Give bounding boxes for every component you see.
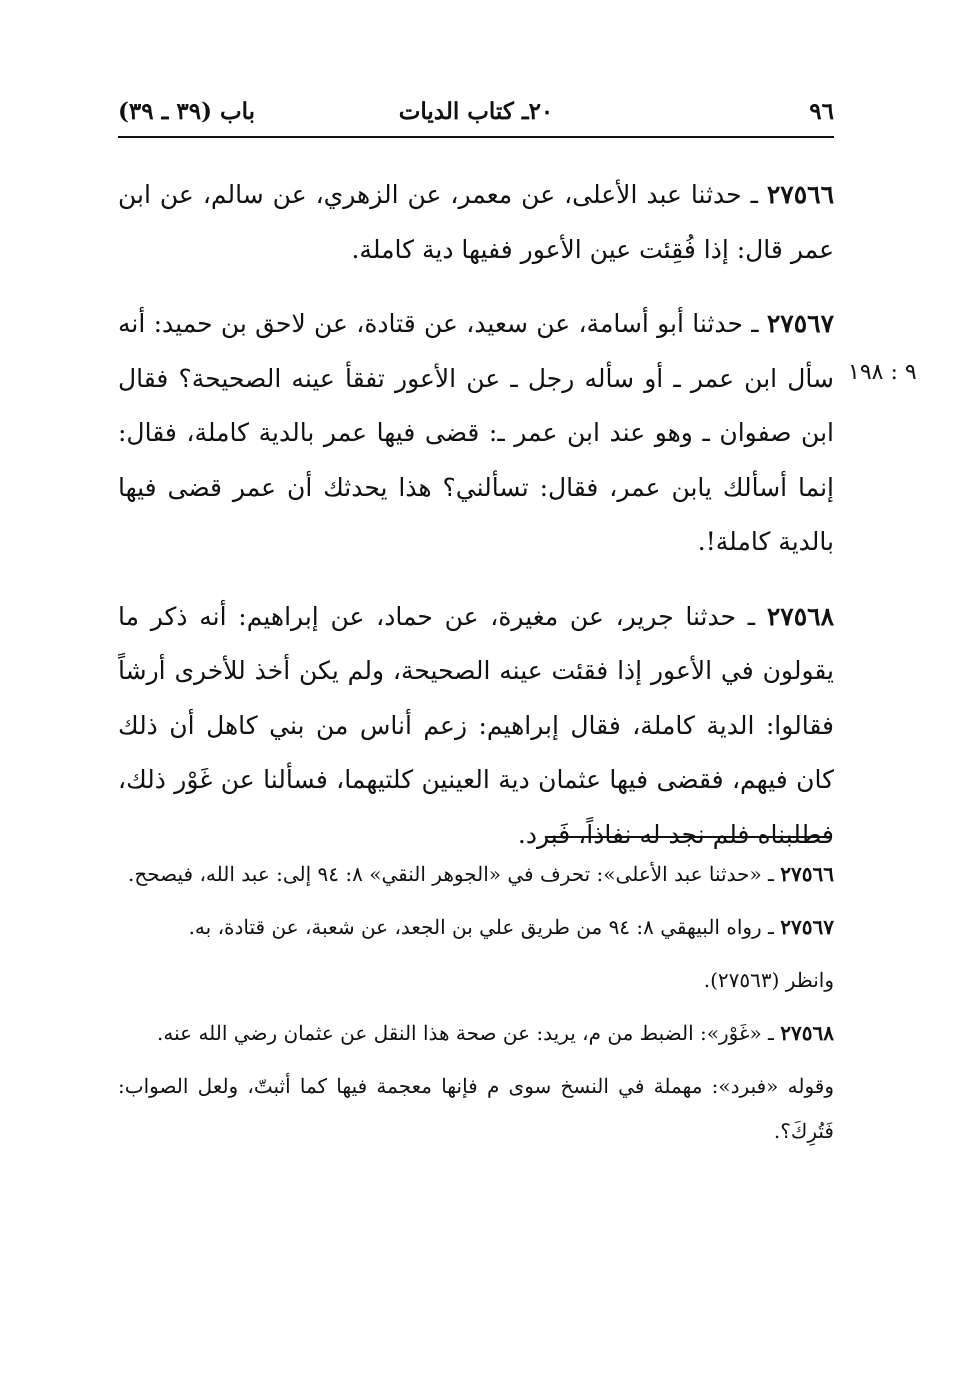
footnote-divider: [545, 836, 830, 838]
footnote-text: ـ «غَوْر»: الضبط من م، يريد: عن صحة هذا النقل عن عثمان رضي الله عنه.: [157, 1021, 781, 1045]
footnote-text: ـ «حدثنا عبد الأعلى»: تحرف في «الجوهر النقي» ٨: ٩٤ إلى: عبد الله، فيصحح.: [128, 862, 781, 886]
chapter-label: باب (٣٩ ـ ٣٩): [118, 98, 256, 125]
footnote-number: ٢٧٥٦٧: [780, 915, 834, 939]
margin-reference: ٩ : ١٩٨: [848, 360, 917, 385]
hadith-number: ٢٧٥٦٨: [766, 601, 834, 631]
footnote-text: وانظر (٢٧٥٦٣).: [703, 968, 834, 992]
running-header: [118, 92, 834, 138]
footnote: [118, 958, 834, 1003]
footnote-text: وقوله «فبرد»: مهملة في النسخ سوى م فإنها معجمة فيها كما أثبتّ، ولعل الصواب: فَتُرِكَ؟.: [118, 1074, 834, 1143]
hadith-paragraph: [118, 297, 834, 570]
hadith-text: ـ حدثنا أبو أسامة، عن سعيد، عن قتادة، عن لاحق بن حميد: أنه سأل ابن عمر ـ أو سأله رجل ـ عن الأعور تفقأ عينه الصحيحة؟ فقال ابن صفوان ـ وهو عند ابن عمر ـ: قضى فيها عمر بالدية كاملة، فقال: إنما أسألك يابن عمر، فقال: تسألني؟ هذا يحدثك أن عمر قضى فيها بالدية كاملة!.: [118, 309, 834, 556]
footnote: [118, 1064, 834, 1154]
hadith-number: ٢٧٥٦٧: [766, 309, 834, 338]
hadith-text: ـ حدثنا جرير، عن مغيرة، عن حماد، عن إبراهيم: أنه ذكر ما يقولون في الأعور إذا فقئت عينه الصحيحة، ولم يكن أخذ للأخرى أرشاً فقالوا: الدية كاملة، فقال إبراهيم: زعم أناس من بني كاهل أن ذلك كان فيهم، فقضى فيها عثمان دية العينين كلتيهما، فسألنا عن غَوْر ذلك، فطلبناه فلم نجد له نفاذاً، فَبرد.: [118, 601, 834, 849]
book-title: ٢٠ـ كتاب الديات: [398, 98, 554, 125]
hadith-paragraph: [118, 168, 834, 277]
footnote: [118, 1011, 834, 1056]
footnote: [118, 905, 834, 950]
hadith-paragraph: [118, 590, 834, 863]
main-text: [118, 168, 834, 882]
page-number: ٩٦: [809, 98, 834, 125]
footnote: [118, 852, 834, 897]
hadith-text: ـ حدثنا عبد الأعلى، عن معمر، عن الزهري، عن سالم، عن ابن عمر قال: إذا فُقِئت عين الأعور ففيها دية كاملة.: [118, 180, 834, 264]
footnotes: [118, 852, 834, 1162]
footnote-text: ـ رواه البيهقي ٨: ٩٤ من طريق علي بن الجعد، عن شعبة، عن قتادة، به.: [188, 915, 781, 939]
footnote-number: ٢٧٥٦٨: [780, 1021, 834, 1045]
footnote-number: ٢٧٥٦٦: [780, 862, 834, 886]
hadith-number: ٢٧٥٦٦: [766, 180, 834, 209]
